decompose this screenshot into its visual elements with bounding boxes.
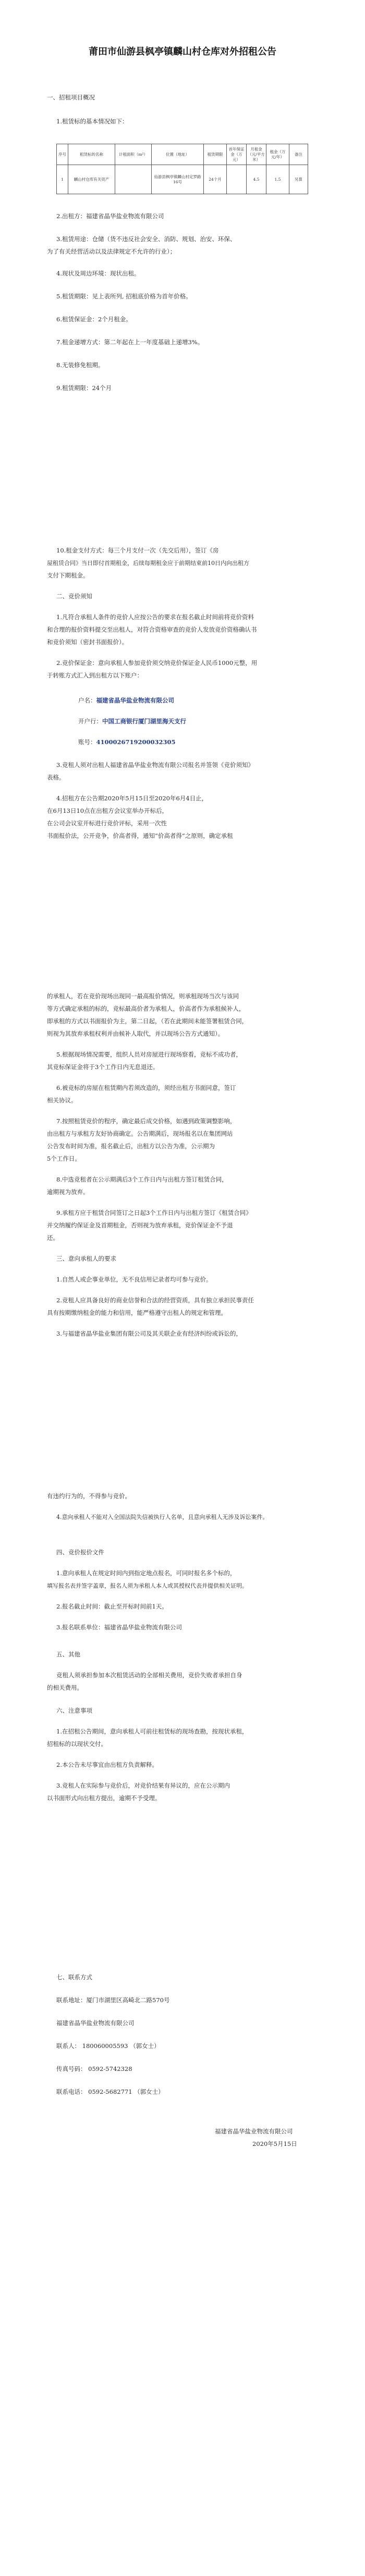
s3-item-2b: 具有按期缴纳租金的能力和信用，能严格遵守出租人的规定和管理。	[47, 1309, 227, 1316]
s6-item-2: 2.本公告未尽事宜由出租方负责解释。	[56, 1761, 158, 1768]
section-1-heading: 一、招租项目概况	[47, 94, 95, 101]
s1-item-5: 5.租赁期限：见上表所列, 招租底价格为首年价格。	[56, 293, 192, 300]
s6-item-1a: 1.在招租公告期间，意向承租人可前往租赁标的现场查勘，按现状承租，	[56, 1728, 248, 1735]
s2-item-2a: 2.竞价保证金：意向承租人参加竞价须交纳竞价保证金人民币1000元整，用	[56, 659, 258, 667]
s2-item-8c: 公告发布时间为准，报名截止后，出租方以公告为准，公示期为	[47, 1142, 215, 1150]
section-6-heading: 六、注意事项	[56, 1707, 92, 1714]
s2-item-7a: 6.被竞标的房屋在租赁期内若须改造的，须经出租方书面同意，签订	[56, 1084, 236, 1091]
table-header: 月租金（元/平方米）	[247, 144, 266, 165]
account-number: 4100026719200032305	[96, 738, 176, 746]
table-header: 备注	[289, 144, 308, 165]
s2-item-10b: 并交纳履约保证金及首期租金，否则视为放弃承租，竞价保证金不予退	[47, 1222, 233, 1229]
s2-item-7b: 相关协议。	[47, 1097, 77, 1104]
s1-item-2: 2.出租方：福建省晶华盐业物流有限公司	[56, 212, 164, 220]
bank-row	[78, 718, 186, 725]
table-cell	[227, 165, 247, 194]
table-cell: 仙游县枫亭镇麟山村定罗路16号	[152, 165, 204, 194]
section-4-heading: 四、竞价报价文件	[56, 1549, 104, 1556]
s3-item-3b: 有违约行为的，不得参与竞价。	[47, 1492, 131, 1500]
s2-item-5b: 等方式确定承租的标的，竞标最高价者为承租人，价高者作为承租候补人，	[47, 1005, 245, 1012]
s2-item-6b: 其竞标保证金将于3个工作日内无息退还。	[47, 1063, 159, 1071]
s1-item-10b: 屋租赁合同》当日即付首期租金，后续每期租金应于前期结束前10日内向出租方	[47, 560, 249, 567]
s2-item-5d: 则视为其放弃承租权利并由候补人取代，并以现场公告方式通知）。	[47, 1030, 224, 1037]
s2-item-6a: 5.根据现场情况需要，组织人员对房屋进行现场察看，竞标不成功者，	[56, 1051, 242, 1058]
s5-item-1b: 的相关费用。	[47, 1684, 83, 1691]
s2-item-1a: 1.凡符合承租人条件的竞价人应按公告的要求在报名截止时间前将竞价资料	[56, 613, 254, 621]
s2-item-9b: 逾期视为放弃。	[47, 1188, 89, 1196]
s6-item-1b: 招租标的以现状交付。	[47, 1740, 107, 1748]
s1-item-6: 6.租赁保证金：2个月租金。	[56, 316, 132, 323]
contact-phone: 联系电话： 0592-5682771 （郭女士）	[56, 2088, 164, 2095]
section-5-heading: 五、其他	[56, 1651, 80, 1658]
table-header-row	[57, 144, 308, 165]
s1-item-4: 4.现状及周边环境：现状出租。	[56, 270, 140, 277]
table-header: 计租面积（m²）	[115, 144, 152, 165]
signature-company: 福建省晶华盐业物流有限公司	[215, 2128, 293, 2135]
s2-item-2b: 于转账方式汇入到出租方以下账户：	[47, 672, 143, 679]
s2-item-4b: 在6月13日10点在出租方会议室举办开标后，	[47, 807, 168, 814]
table-header: 租赁标的名称	[68, 144, 115, 165]
s1-item-3a: 3.租赁用途：仓储（货不违反社会安全、消防、规划、治安、环保、	[56, 235, 236, 243]
s2-item-8b: 由出租方与承租方友好协商确定。公告期满后，现场报名以在集团网站	[47, 1130, 233, 1137]
account-name: 福建省晶华盐业物流有限公司	[96, 697, 174, 704]
s1-item-10a: 10.租金支付方式：每三个月支付一次（先交后用），签订《房	[56, 547, 219, 554]
s4-item-2: 2.报名截止时间：截止至开标时间前1天。	[56, 1603, 168, 1610]
table-header: 租赁期限	[204, 144, 227, 165]
s1-item-1: 1.租赁标的基本情况如下：	[56, 118, 128, 125]
account-name-label: 户名：	[78, 697, 96, 704]
table-cell: 4.5	[247, 165, 266, 194]
table-cell	[115, 165, 152, 194]
s1-item-9: 9.租赁期限：24个月	[56, 384, 112, 392]
table-cell: 24个月	[204, 165, 227, 194]
s2-item-5c: 即承租的方式以书面报价为主，第二日起，（若在此期间未能签署租赁合同，	[47, 1017, 248, 1025]
s4-item-1a: 1.意向承租人在规定时间内到指定地点报名，可同时报名多个标的，	[56, 1569, 236, 1577]
s6-item-3b: 以书面形式向出租方提出，逾期不予受理。	[47, 1794, 161, 1802]
s2-item-10a: 9.承租方应于租赁合同签订之日起3个工作日内与出租方签订《租赁合同》	[56, 1209, 252, 1216]
section-2-heading: 二、竞价须知	[56, 593, 92, 600]
s4-item-3: 3.报名联系单位：福建省晶华盐业物流有限公司	[56, 1624, 182, 1631]
s1-item-10c: 支付下期租金。	[47, 572, 89, 579]
contact-address: 联系地址：厦门市湖里区高崎北二路570号	[56, 1996, 170, 2004]
table-header: 位置（地址）	[152, 144, 204, 165]
contact-person: 联系人： 180060005593 （郭女士）	[56, 2042, 160, 2050]
s2-item-8d: 5个工作日。	[47, 1155, 81, 1162]
table-header: 序号	[57, 144, 68, 165]
s2-item-4d: 书面报价法，公开竞争，价高者得，通知“价高者得”之原则，确定承租	[47, 832, 233, 839]
s2-item-4c: 在公司会议室开标进行竞价评标，采用一次性	[47, 820, 167, 827]
page-title: 莆田市仙游县枫亭镇麟山村仓库对外招租公告	[89, 46, 276, 57]
table-header: 租金（万元/年）	[266, 144, 289, 165]
s3-item-2a: 2.竞租人应具备良好的商业信誉和合法的经营资质，具有独立承担民事责任	[56, 1297, 254, 1304]
s4-item-1b: 填写报名表并签字盖章，报名人须为承租人本人或其授权代表并提供相关证明。	[47, 1582, 248, 1589]
s3-item-4: 4.意向承租人不能对入全国法院失信被执行人名单，且意向承租人无涉及诉讼案件。	[56, 1514, 269, 1521]
signature-date: 2020年5月15日	[252, 2140, 297, 2147]
s6-item-3a: 3.竞租人在实际参与竞价后，对竞价结果有异议的，应在公示期内	[56, 1782, 230, 1789]
s2-item-4a: 4.招租方在公告期2020年5月15日至2020年6月4日止，	[56, 795, 208, 802]
s2-item-1b: 和合理的报价资料提交至出租人，对符合资格审查的竞价人发放竞价资格确认书	[47, 626, 257, 633]
s2-item-3b: 表格。	[47, 774, 65, 781]
table-cell: 另算	[289, 165, 308, 194]
bank-label: 开户行：	[78, 718, 102, 725]
section-7-heading: 七、联系方式	[56, 1974, 92, 1981]
s1-item-8: 8.无装修免租期。	[56, 361, 104, 369]
table-cell: 麟山村仓库有关资产	[68, 165, 115, 194]
s1-item-7: 7.租金递增方式：第二年起在上一年度基础上递增3%。	[56, 338, 204, 346]
s2-item-1c: 和竞价须知（密封书面报价）。	[47, 638, 128, 646]
s3-item-3a: 3.与福建省晶华盐业集团有限公司及其关联企业有经济纠纷或诉讼的，	[56, 1330, 242, 1337]
bank-name: 中国工商银行厦门湖里海天支行	[102, 718, 186, 725]
contact-company: 福建省晶华盐业物流有限公司	[56, 2019, 135, 2027]
contact-fax: 传真号码： 0592-5742328	[56, 2065, 132, 2072]
s1-item-3b: 为了有关经营活动以及法律规定不允许的行业）；	[47, 248, 176, 255]
table-cell: 1	[57, 165, 68, 194]
s3-item-1: 1.自然人或企事业单位，无不良信用记录者均可参与竞价。	[56, 1276, 212, 1283]
account-name-row	[78, 697, 174, 705]
s2-item-5a: 的承租人，若在竞价现场出现同一最高报价情况，则承租现场当次与该同	[47, 992, 239, 1000]
s2-item-9a: 8.中选竞租者在公示期满后3个工作日内与出租方签订租赁合同，	[56, 1176, 228, 1183]
section-3-heading: 三、意向承租人的要求	[56, 1255, 116, 1262]
s5-item-1a: 竞租人须承担参加本次租赁活动的全部相关费用，竞价失败者承担自身	[56, 1672, 242, 1679]
account-no-row	[78, 738, 176, 746]
s2-item-8a: 7.按照租赁竞价的程序，确定最后成交价格，如遇到政策调整影响，	[56, 1117, 236, 1125]
table-cell: 1.5	[266, 165, 289, 194]
table-header: 首年保证金（万元）	[227, 144, 247, 165]
s2-item-10c: 还。	[47, 1234, 59, 1241]
table-row	[57, 165, 308, 194]
lease-table	[56, 144, 308, 194]
s2-item-3a: 3.竞租人须对出租人福建省晶华盐业物流有限公司报名并签领《竞价须知》	[56, 761, 254, 769]
account-no-label: 账号：	[78, 738, 96, 746]
